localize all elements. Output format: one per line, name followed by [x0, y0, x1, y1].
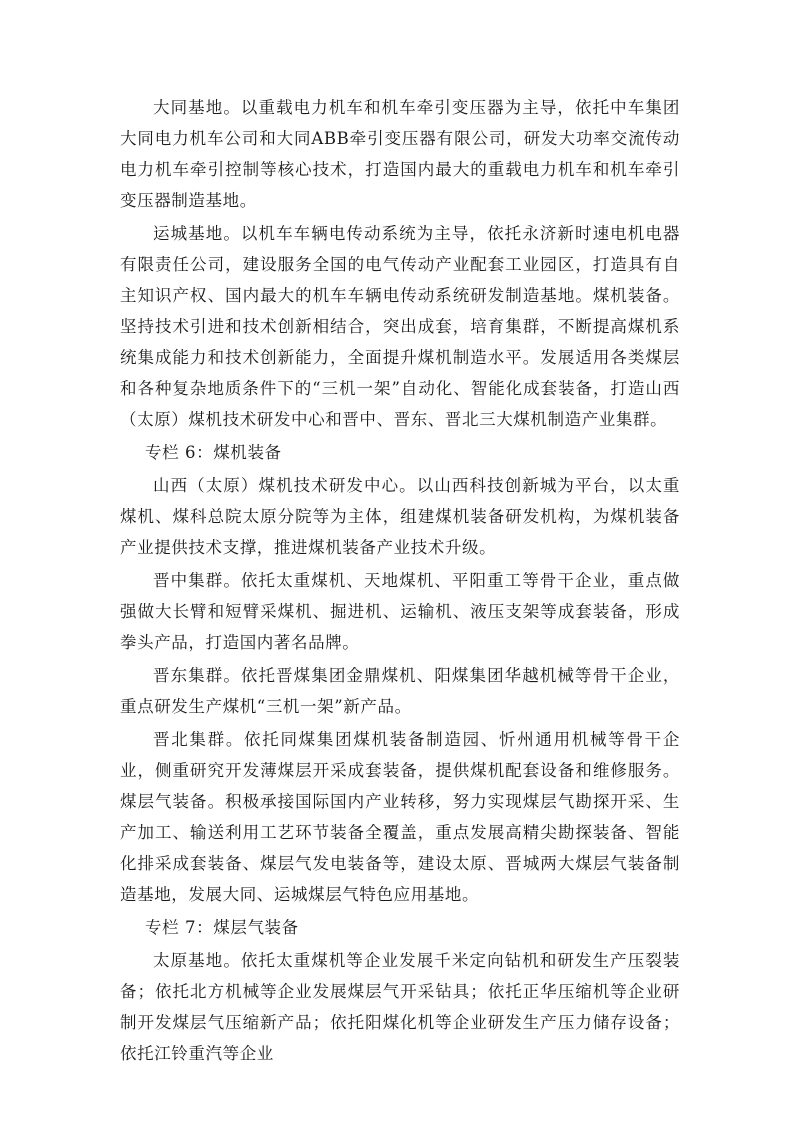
- paragraph-jindong-cluster: 晋东集群。依托晋煤集团金鼎煤机、阳煤集团华越机械等骨干企业，重点研发生产煤机“三机一架”新产品。: [120, 666, 680, 716]
- paragraph-jinbei-cluster: 晋北集群。依托同煤集团煤机装备制造园、忻州通用机械等骨干企业，侧重研究开发薄煤层开采成套装备，提供煤机配套设备和维修服务。煤层气装备。积极承接国际国内产业转移，努力实现煤层气勘探开采、生产加工、输送利用工艺环节装备全覆盖，重点发展高精尖勘探装备、智能化排采成套装备、煤层气发电装备等，建设太原、晋城两大煤层气装备制造基地，发展大同、运城煤层气特色应用基地。: [120, 730, 680, 904]
- paragraph-taiyuan-rd-center: 山西（太原）煤机技术研发中心。以山西科技创新城为平台，以太重煤机、煤科总院太原分院等为主体，组建煤机装备研发机构，为煤机装备产业提供技术支撑，推进煤机装备产业技术升级。: [120, 476, 680, 557]
- document-body: [120, 92, 680, 1071]
- column-heading-7: 专栏 7：煤层气装备: [145, 918, 299, 937]
- paragraph-yuncheng-base: 运城基地。以机车车辆电传动系统为主导，依托永济新时速电机电器有限责任公司，建设服务全国的电气传动产业配套工业园区，打造具有自主知识产权、国内最大的机车车辆电传动系统研发制造基地。煤机装备。坚持技术引进和技术创新相结合，突出成套，培育集群，不断提高煤机系统集成能力和技术创新能力，全面提升煤机制造水平。发展适用各类煤层和各种复杂地质条件下的“三机一架”自动化、智能化成套装备，打造山西（太原）煤机技术研发中心和晋中、晋东、晋北三大煤机制造产业集群。: [120, 224, 680, 429]
- paragraph-datong-base: 大同基地。以重载电力机车和机车牵引变压器为主导，依托中车集团大同电力机车公司和大同ABB牵引变压器有限公司，研发大功率交流传动电力机车牵引控制等核心技术，打造国内最大的重载电力机车和机车牵引变压器制造基地。: [120, 98, 680, 210]
- paragraph-jinzhong-cluster: 晋中集群。依托太重煤机、天地煤机、平阳重工等骨干企业，重点做强做大长臂和短臂采煤机、掘进机、运输机、液压支架等成套装备，形成拳头产品，打造国内著名品牌。: [120, 571, 680, 652]
- paragraph-taiyuan-base: 太原基地。依托太重煤机等企业发展千米定向钻机和研发生产压裂装备；依托北方机械等企业发展煤层气开采钻具；依托正华压缩机等企业研制开发煤层气压缩新产品；依托阳煤化机等企业研发生产压力储存设备；依托江铃重汽等企业: [120, 951, 680, 1063]
- column-heading-6: 专栏 6：煤机装备: [145, 443, 282, 462]
